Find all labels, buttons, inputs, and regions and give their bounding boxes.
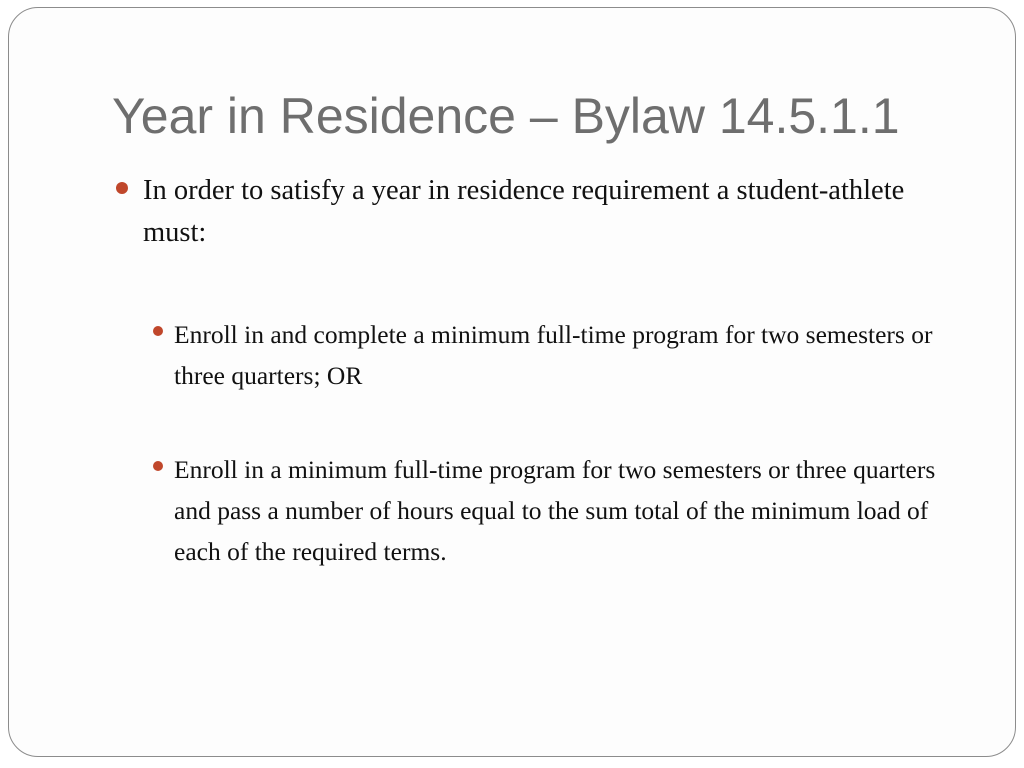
sub-bullet-dot-icon: [153, 326, 163, 336]
sub-bullet-dot-icon: [153, 461, 163, 471]
sub-bullet-text: Enroll in and complete a minimum full-time program for two semesters or three quarters; OR: [174, 320, 933, 390]
bullet-dot-icon: [116, 182, 128, 194]
slide-title: Year in Residence – Bylaw 14.5.1.1: [112, 88, 900, 144]
sub-bullet-text: Enroll in a minimum full-time program for two semesters or three quarters and pass a number of hours equal to the sum total of the minimum load of each of the required terms.: [174, 455, 936, 566]
bullet-text: In order to satisfy a year in residence requirement a student-athlete must:: [143, 175, 905, 248]
